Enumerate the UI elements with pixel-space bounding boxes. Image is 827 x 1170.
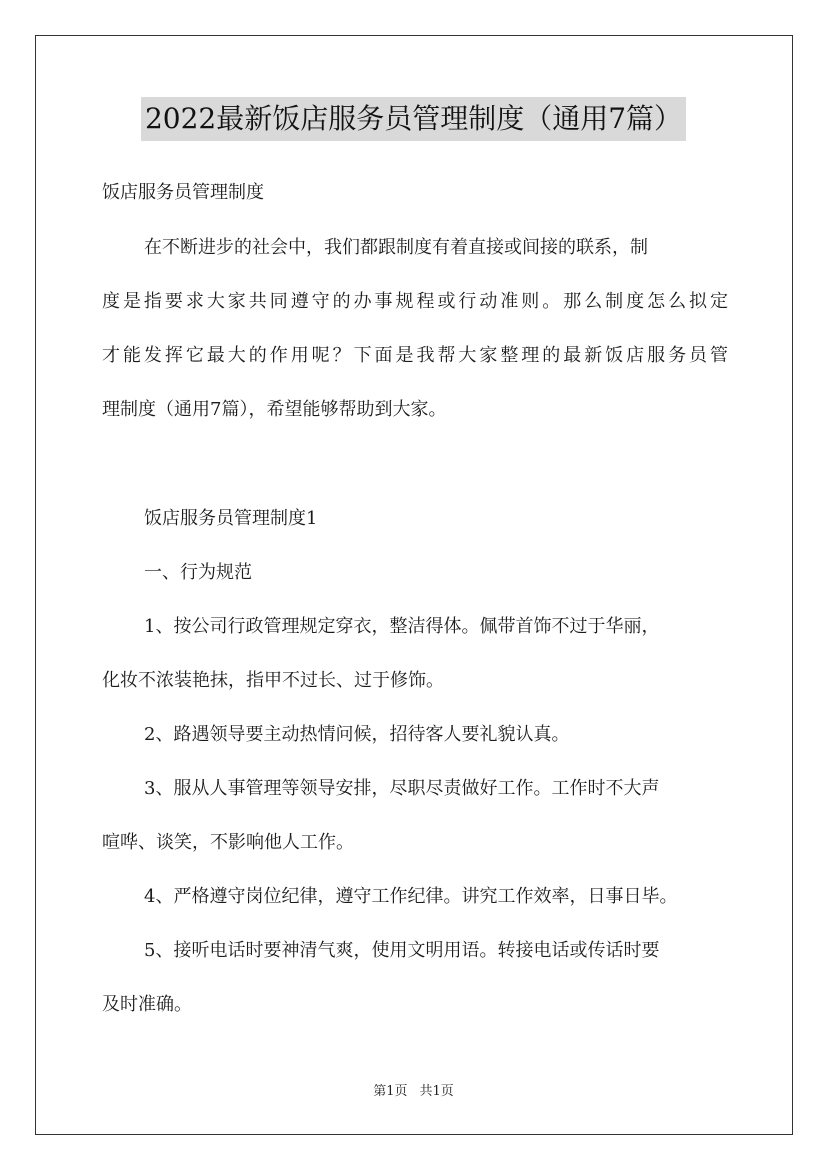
paragraph-line: 才能发挥它最大的作用呢？下面是我帮大家整理的最新饭店服务员管	[102, 345, 728, 366]
document-title: 2022最新饭店服务员管理制度（通用7篇）	[141, 97, 686, 141]
page-current: 第1页	[373, 1084, 408, 1099]
paragraph-line: 1、按公司行政管理规定穿衣，整洁得体。佩带首饰不过于华丽，	[144, 616, 660, 637]
paragraph-line: 5、接听电话时要神清气爽，使用文明用语。转接电话或传话时要	[144, 940, 660, 961]
paragraph-line: 化妆不浓装艳抹，指甲不过长、过于修饰。	[102, 670, 444, 691]
subsection-heading: 一、行为规范	[144, 562, 252, 583]
paragraph-line: 在不断进步的社会中，我们都跟制度有着直接或间接的联系，制	[144, 237, 648, 258]
page-total: 共1页	[419, 1084, 454, 1099]
paragraph-line: 3、服从人事管理等领导安排，尽职尽责做好工作。工作时不大声	[144, 778, 660, 799]
paragraph-line: 喧哗、谈笑，不影响他人工作。	[102, 832, 354, 853]
intro-heading: 饭店服务员管理制度	[102, 182, 264, 203]
paragraph-line: 2、路遇领导要主动热情问候，招待客人要礼貌认真。	[144, 724, 570, 745]
section-heading: 饭店服务员管理制度1	[144, 508, 318, 529]
paragraph-line: 及时准确。	[102, 994, 192, 1015]
paragraph-line: 理制度（通用7篇），希望能够帮助到大家。	[102, 399, 447, 420]
paragraph-line: 度是指要求大家共同遵守的办事规程或行动准则。那么制度怎么拟定	[102, 291, 728, 312]
page-footer	[0, 1083, 827, 1101]
paragraph-line: 4、严格遵守岗位纪律，遵守工作纪律。讲究工作效率，日事日毕。	[144, 886, 678, 907]
title-container	[0, 97, 827, 141]
